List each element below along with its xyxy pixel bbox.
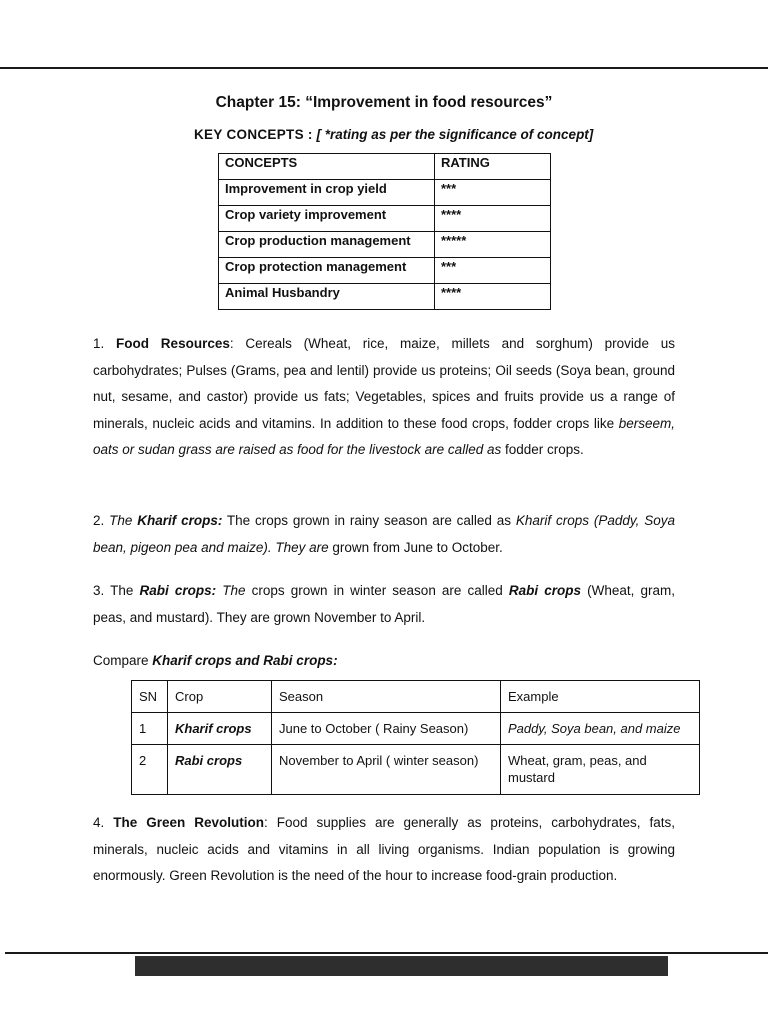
section-text-italic: The xyxy=(222,583,246,598)
section-text: grown from June to October. xyxy=(328,539,503,555)
header-season: Season xyxy=(272,681,501,713)
table-row xyxy=(219,284,551,310)
header-concepts: CONCEPTS xyxy=(219,154,435,180)
section-kharif-crops xyxy=(93,508,675,561)
header-example: Example xyxy=(501,681,700,713)
section-text-italic: Kharif crops (Paddy, Soya bean, pigeon pea and maize). They are xyxy=(93,513,675,555)
key-concepts-line xyxy=(194,127,593,142)
footer-bar xyxy=(135,956,668,976)
rating-cell: *** xyxy=(435,180,551,206)
section-green-revolution xyxy=(93,810,675,890)
bottom-rule xyxy=(5,952,768,954)
table-row xyxy=(219,258,551,284)
concept-cell: Crop production management xyxy=(219,232,435,258)
concepts-table xyxy=(218,153,551,310)
section-heading: Food Resources xyxy=(116,336,230,351)
concept-cell: Crop protection management xyxy=(219,258,435,284)
rating-cell: ***** xyxy=(435,232,551,258)
section-text: crops grown in winter season are called xyxy=(245,583,509,598)
section-number: 4. xyxy=(93,815,105,830)
section-heading: The Green Revolution xyxy=(113,815,264,830)
header-sn: SN xyxy=(132,681,168,713)
section-text: The crops grown in rainy season are called as xyxy=(222,513,516,528)
sn-cell: 2 xyxy=(132,745,168,795)
section-rabi-crops xyxy=(93,578,675,631)
table-row xyxy=(132,713,700,745)
concept-cell: Crop variety improvement xyxy=(219,206,435,232)
top-rule xyxy=(0,67,768,69)
table-row xyxy=(219,206,551,232)
header-rating: RATING xyxy=(435,154,551,180)
compare-pre: Compare xyxy=(93,653,153,668)
compare-table xyxy=(131,680,700,795)
chapter-title: Chapter 15: “Improvement in food resources” xyxy=(215,94,553,111)
section-heading: Rabi crops xyxy=(508,583,582,598)
section-number: 1. xyxy=(93,336,105,351)
table-header-row xyxy=(219,154,551,180)
section-number: 3. The xyxy=(93,583,134,598)
header-crop: Crop xyxy=(168,681,272,713)
section-food-resources xyxy=(93,331,675,464)
compare-title: Kharif crops and Rabi crops: xyxy=(152,653,338,668)
concept-cell: Animal Husbandry xyxy=(219,284,435,310)
example-cell: Paddy, Soya bean, and maize xyxy=(501,713,700,745)
table-row xyxy=(219,232,551,258)
table-header-row xyxy=(132,681,700,713)
table-row xyxy=(219,180,551,206)
example-cell: Wheat, gram, peas, and mustard xyxy=(501,745,700,795)
concept-cell: Improvement in crop yield xyxy=(219,180,435,206)
season-cell: June to October ( Rainy Season) xyxy=(272,713,501,745)
rating-cell: **** xyxy=(435,284,551,310)
section-heading: Rabi crops: xyxy=(139,583,217,598)
section-number: 2. xyxy=(93,513,105,528)
section-pre: The xyxy=(109,513,133,528)
table-row xyxy=(132,745,700,795)
season-cell: November to April ( winter season) xyxy=(272,745,501,795)
section-text-italic: berseem, oats or sudan grass are raised as food for the livestock are called as xyxy=(93,415,675,457)
crop-cell: Rabi crops xyxy=(168,745,272,795)
key-concepts-label: KEY CONCEPTS : xyxy=(194,127,313,142)
section-text: : Cereals (Wheat, rice, maize, millets and sorghum) provide us carbohydrates; Pulses (Grams, pea and lentil) provide us proteins; Oil seeds (Soya bean, ground nut, sesame, and castor) provide us fats; Vegetables, spices and fruits provide us a range of minerals, nucleic acids and vitamins. In addition to these food crops, fodder crops like xyxy=(93,336,675,431)
key-concepts-note: [ *rating as per the significance of concept] xyxy=(316,127,594,142)
sn-cell: 1 xyxy=(132,713,168,745)
section-text: : Food supplies are generally as proteins, carbohydrates, fats, minerals, nucleic acids and vitamins in all living organisms. Indian population is growing enormously. Green Revolution is the need of the hour to increase food-grain production. xyxy=(93,815,675,883)
section-heading: Kharif crops: xyxy=(137,513,223,528)
rating-cell: **** xyxy=(435,206,551,232)
rating-cell: *** xyxy=(435,258,551,284)
crop-cell: Kharif crops xyxy=(168,713,272,745)
compare-heading xyxy=(93,648,675,675)
section-text: fodder crops. xyxy=(501,442,584,457)
section-text: (Wheat, gram, peas, and mustard). They are grown November to April. xyxy=(93,583,675,625)
